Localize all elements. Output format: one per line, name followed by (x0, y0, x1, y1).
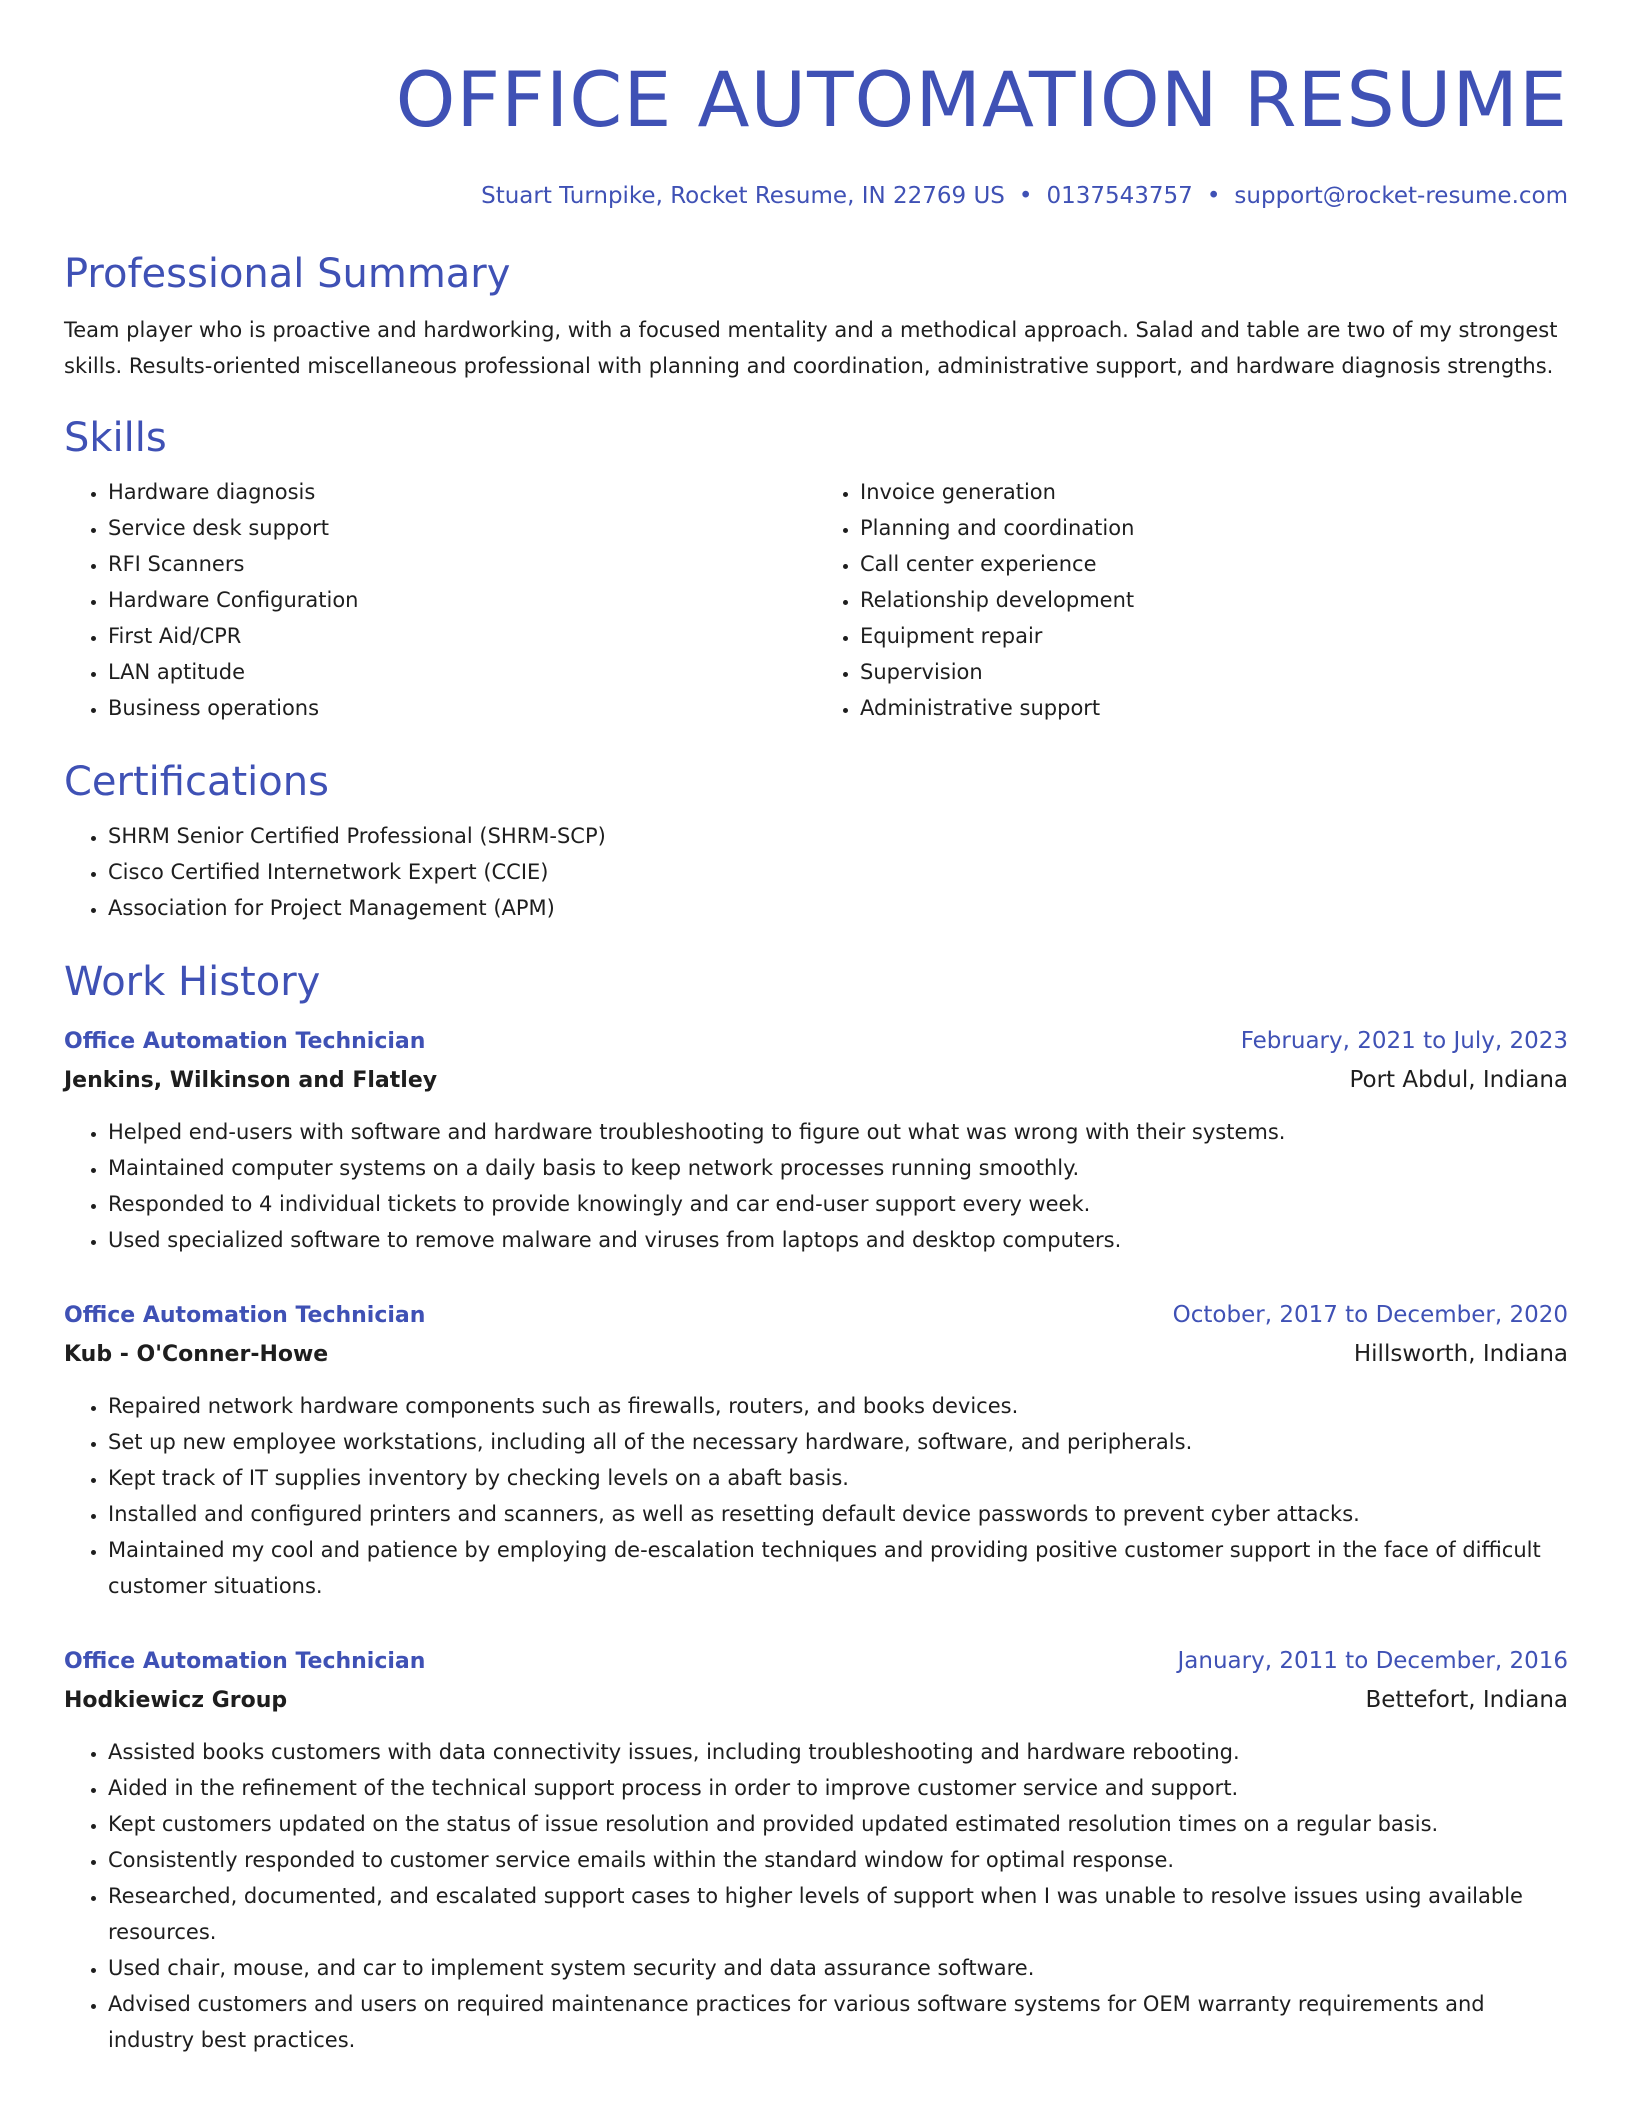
job-title: Office Automation Technician (64, 1029, 426, 1054)
job-bullets (64, 1114, 1568, 1258)
skill-item: • Call center experience (860, 546, 1568, 582)
certifications-section (64, 756, 1568, 926)
skill-item: • Business operations (108, 690, 816, 726)
certification-item: • Association for Project Management (APM) (108, 890, 1568, 926)
job-bullet: • Maintained computer systems on a daily basis to keep network processes running smoothly. (108, 1150, 1568, 1186)
job-company: Kub - O'Conner-Howe (64, 1342, 329, 1367)
job-dates: October, 2017 to December, 2020 (1172, 1302, 1568, 1328)
job-bullet: • Installed and configured printers and scanners, as well as resetting default device passwords to prevent cyber attacks. (108, 1496, 1568, 1532)
job-entry (64, 1022, 1568, 1258)
contact-separator: • (1018, 183, 1033, 209)
job-bullet: • Consistently responded to customer service emails within the standard window for optimal response. (108, 1842, 1568, 1878)
job-bullet: • Researched, documented, and escalated support cases to higher levels of support when I was unable to resolve issues using available resources. (108, 1878, 1568, 1950)
contact-line (64, 180, 1568, 212)
job-title-row (64, 1022, 1568, 1061)
contact-separator: • (1206, 183, 1221, 209)
skill-item: • Relationship development (860, 582, 1568, 618)
skill-item: • Supervision (860, 654, 1568, 690)
skill-item: • Invoice generation (860, 474, 1568, 510)
contact-phone: 0137543757 (1046, 183, 1193, 209)
certifications-heading: Certifications (64, 759, 329, 805)
job-company: Hodkiewicz Group (64, 1688, 288, 1713)
certification-item: • SHRM Senior Certified Professional (SHRM-SCP) (108, 818, 1568, 854)
contact-email: support@rocket-resume.com (1234, 183, 1568, 209)
skills-list-left (64, 474, 816, 726)
skills-columns (64, 474, 1568, 726)
skill-item: • Hardware diagnosis (108, 474, 816, 510)
summary-heading: Professional Summary (64, 251, 511, 297)
job-bullet: • Aided in the refinement of the technical support process in order to improve customer service and support. (108, 1770, 1568, 1806)
job-bullet: • Responded to 4 individual tickets to provide knowingly and car end-user support every week. (108, 1186, 1568, 1222)
job-entry (64, 1296, 1568, 1604)
skill-item: • RFI Scanners (108, 546, 816, 582)
job-company-row (64, 1061, 1568, 1100)
skill-item: • Equipment repair (860, 618, 1568, 654)
contact-address: Stuart Turnpike, Rocket Resume, IN 22769 US (481, 183, 1005, 209)
job-company-row (64, 1335, 1568, 1374)
skill-item: • Hardware Configuration (108, 582, 816, 618)
skills-list-right (816, 474, 1568, 726)
job-bullet: • Kept track of IT supplies inventory by checking levels on a abaft basis. (108, 1460, 1568, 1496)
job-dates: January, 2011 to December, 2016 (1177, 1648, 1568, 1674)
work-history-heading: Work History (64, 959, 321, 1005)
job-bullet: • Used chair, mouse, and car to implement system security and data assurance software. (108, 1950, 1568, 1986)
summary-section (64, 248, 1568, 384)
job-title: Office Automation Technician (64, 1303, 426, 1328)
job-location: Port Abdul, Indiana (1349, 1067, 1568, 1093)
job-bullet: • Kept customers updated on the status of issue resolution and provided updated estimated resolution times on a regular basis. (108, 1806, 1568, 1842)
summary-text: Team player who is proactive and hardworking, with a focused mentality and a methodical approach. Salad and table are two of my strongest skills. Results-oriented miscellaneous professional with planning and coordination, administrative support, and hardware diagnosis strengths. (64, 318, 1558, 378)
job-company-row (64, 1681, 1568, 1720)
job-bullet: • Repaired network hardware components such as firewalls, routers, and books devices. (108, 1388, 1568, 1424)
job-company: Jenkins, Wilkinson and Flatley (64, 1068, 438, 1093)
certification-item: • Cisco Certified Internetwork Expert (CCIE) (108, 854, 1568, 890)
job-bullet: • Helped end-users with software and hardware troubleshooting to figure out what was wrong with their systems. (108, 1114, 1568, 1150)
job-bullets (64, 1734, 1568, 2058)
job-location: Hillsworth, Indiana (1353, 1341, 1568, 1367)
skill-item: • First Aid/CPR (108, 618, 816, 654)
job-title-row (64, 1642, 1568, 1681)
job-location: Bettefort, Indiana (1365, 1687, 1568, 1713)
job-bullet: • Set up new employee workstations, including all of the necessary hardware, software, and peripherals. (108, 1424, 1568, 1460)
job-dates: February, 2021 to July, 2023 (1240, 1028, 1568, 1054)
skills-section (64, 412, 1568, 726)
job-bullet: • Assisted books customers with data connectivity issues, including troubleshooting and hardware rebooting. (108, 1734, 1568, 1770)
job-title-row (64, 1296, 1568, 1335)
job-bullets (64, 1388, 1568, 1604)
resume-title: OFFICE AUTOMATION RESUME (395, 55, 1568, 144)
work-history-section (64, 956, 1568, 2058)
skill-item: • Service desk support (108, 510, 816, 546)
job-bullet: • Advised customers and users on required maintenance practices for various software systems for OEM warranty requirements and industry best practices. (108, 1986, 1568, 2058)
job-title: Office Automation Technician (64, 1649, 426, 1674)
job-entry (64, 1642, 1568, 2058)
certifications-list (64, 818, 1568, 926)
job-bullet: • Maintained my cool and patience by employing de-escalation techniques and providing positive customer support in the face of difficult customer situations. (108, 1532, 1568, 1604)
skill-item: • Planning and coordination (860, 510, 1568, 546)
skills-heading: Skills (64, 415, 167, 461)
skill-item: • LAN aptitude (108, 654, 816, 690)
skill-item: • Administrative support (860, 690, 1568, 726)
job-bullet: • Used specialized software to remove malware and viruses from laptops and desktop computers. (108, 1222, 1568, 1258)
